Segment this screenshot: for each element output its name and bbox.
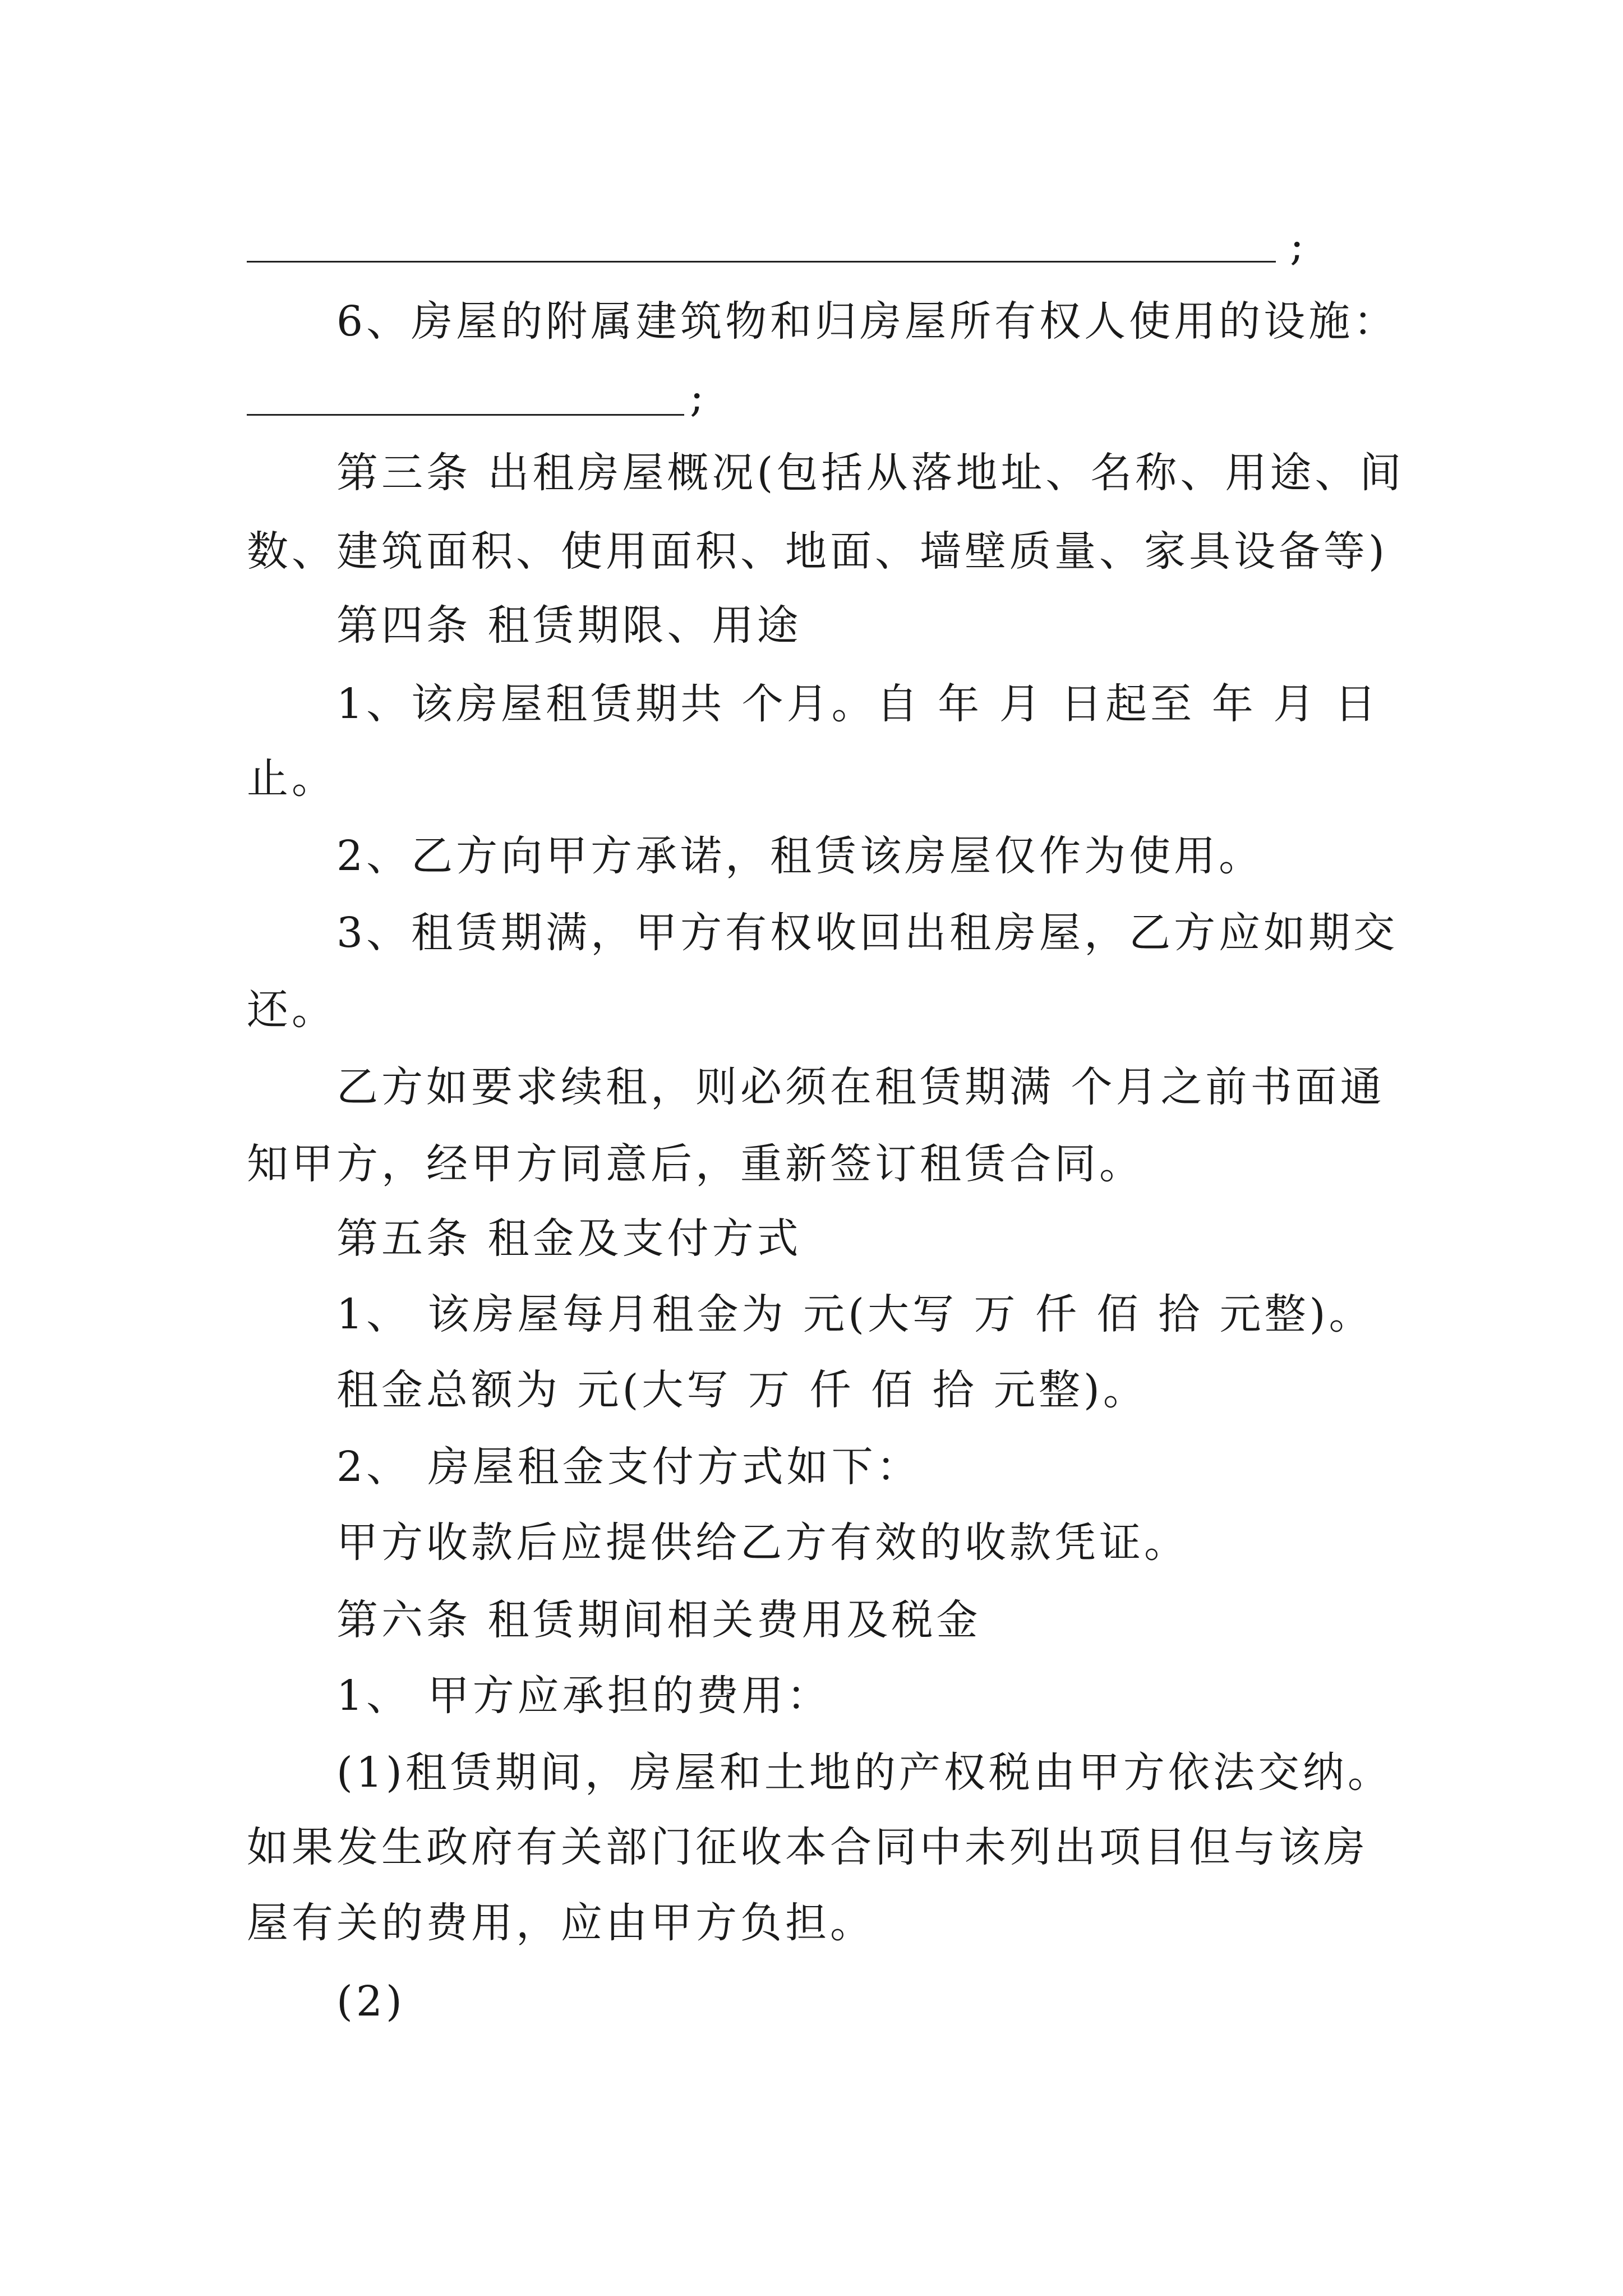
article-6-title: 第六条 租赁期间相关费用及税金 xyxy=(336,1596,981,1644)
article-4-renewal-line-1: 乙方如要求续租，则必须在租赁期满 个月之前书面通 xyxy=(336,1063,1385,1111)
blank-terminator: ; xyxy=(690,373,704,421)
article-4-item-2: 2、乙方向甲方承诺，租赁该房屋仅作为使用。 xyxy=(336,832,1264,880)
article-4-title: 第四条 租赁期限、用途 xyxy=(336,601,802,650)
article-5-receipt: 甲方收款后应提供给乙方有效的收款凭证。 xyxy=(336,1519,1189,1567)
article-6-item-1-1-line-2: 如果发生政府有关部门征收本合同中未列出项目但与该房 xyxy=(247,1823,1368,1871)
article-6-item-1-2: (2) xyxy=(336,1977,405,2026)
article-4-item-3-line-1: 3、租赁期满，甲方有权收回出租房屋，乙方应如期交 xyxy=(336,909,1399,957)
article-4-item-3-line-2: 还。 xyxy=(247,986,336,1034)
article-4-item-1-line-2: 止。 xyxy=(247,754,336,803)
item-6-facilities: 6、房屋的附属建筑物和归房屋所有权人使用的设施： xyxy=(336,297,1399,346)
article-6-item-1-1-line-3: 屋有关的费用，应由甲方负担。 xyxy=(247,1899,875,1947)
article-5-title: 第五条 租金及支付方式 xyxy=(336,1214,802,1263)
blank-terminator: ; xyxy=(1290,222,1304,270)
article-3-line-1: 第三条 出租房屋概况(包括从落地址、名称、用途、间 xyxy=(336,449,1405,497)
article-5-payment-method: 2、 房屋租金支付方式如下： xyxy=(336,1443,921,1491)
article-6-item-1: 1、 甲方应承担的费用： xyxy=(336,1672,832,1720)
article-5-monthly-rent: 1、 该房屋每月租金为 元(大写 万 仟 佰 拾 元整)。 xyxy=(336,1290,1374,1338)
fill-in-blank-line xyxy=(247,261,1276,263)
article-4-renewal-line-2: 知甲方，经甲方同意后，重新签订租赁合同。 xyxy=(247,1140,1144,1188)
article-3-line-2: 数、建筑面积、使用面积、地面、墙壁质量、家具设备等) xyxy=(247,527,1388,576)
fill-in-blank-line xyxy=(247,414,684,416)
article-4-item-1-line-1: 1、该房屋租赁期共 个月。自 年 月 日起至 年 月 日 xyxy=(336,680,1380,728)
article-6-item-1-1-line-1: (1)租赁期间，房屋和土地的产权税由甲方依法交纳。 xyxy=(336,1749,1393,1797)
article-5-total-rent: 租金总额为 元(大写 万 仟 佰 拾 元整)。 xyxy=(336,1366,1148,1414)
